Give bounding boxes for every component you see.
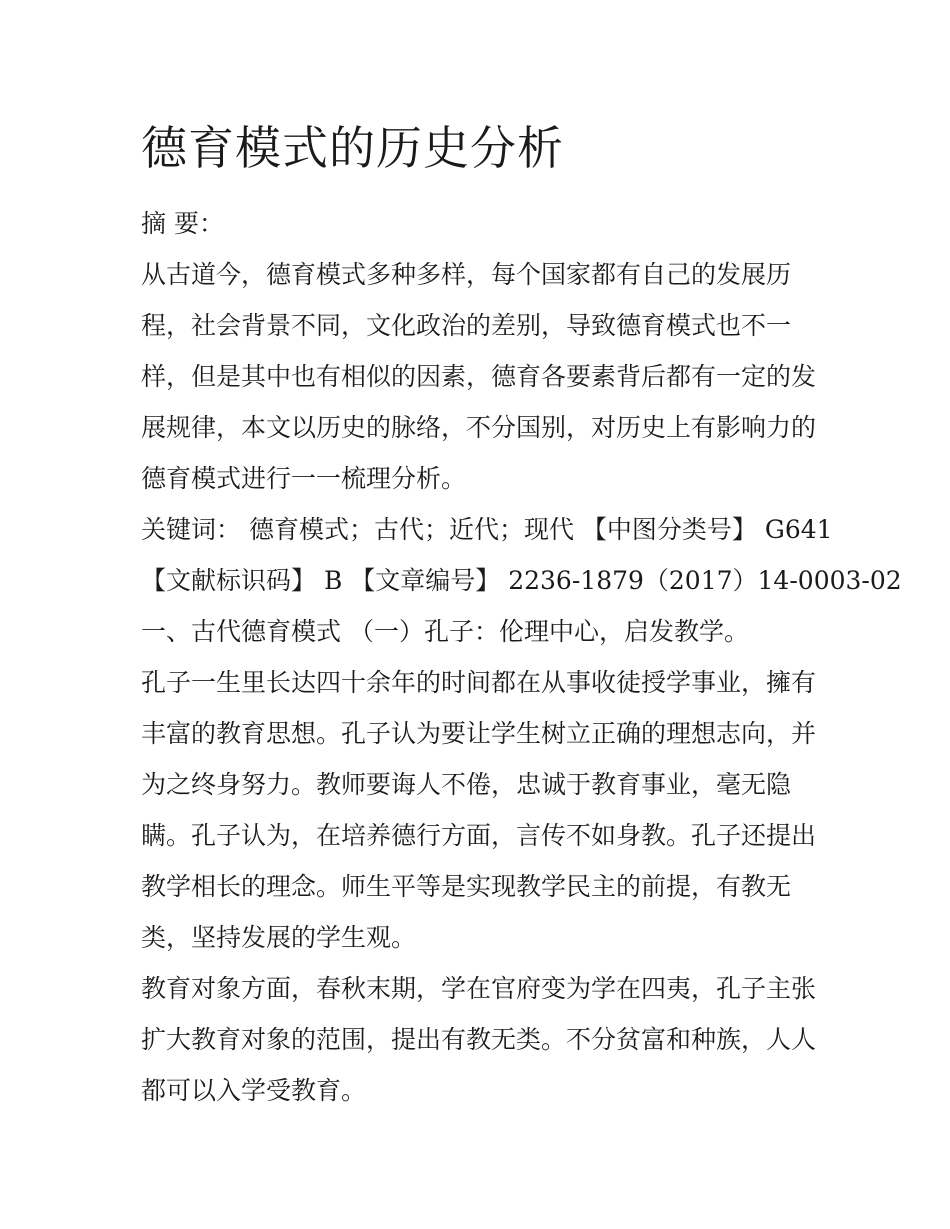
abstract-line: 样，但是其中也有相似的因素，德育各要素背后都有一定的发 xyxy=(141,362,817,391)
body-line: 都可以入学受教育。 xyxy=(141,1076,367,1105)
abstract-line: 程，社会背景不同，文化政治的差别，导致德育模式也不一 xyxy=(141,311,792,340)
abstract-line: 展规律，本文以历史的脉络，不分国别，对历史上有影响力的 xyxy=(141,413,817,442)
body-line: 教学相长的理念。师生平等是实现教学民主的前提，有教无 xyxy=(141,872,792,901)
body-line: 丰富的教育思想。孔子认为要让学生树立正确的理想志向，并 xyxy=(141,719,817,748)
document-page xyxy=(141,112,902,1116)
body-line: 瞒。孔子认为，在培养德行方面，言传不如身教。孔子还提出 xyxy=(141,821,817,850)
body-line: 孔子一生里长达四十余年的时间都在从事收徒授学事业，擁有 xyxy=(141,668,817,697)
body-line: 扩大教育对象的范围，提出有教无类。不分贫富和种族，人人 xyxy=(141,1025,817,1054)
section-heading: 一、古代德育模式 （一）孔子：伦理中心，启发教学。 xyxy=(141,617,749,646)
body-line: 为之终身努力。教师要诲人不倦，忠诚于教育事业，毫无隐 xyxy=(141,770,792,799)
abstract-line: 从古道今，德育模式多种多样，每个国家都有自己的发展历 xyxy=(141,260,792,289)
abstract-heading: 摘 要： xyxy=(141,209,224,238)
abstract-line: 德育模式进行一一梳理分析。 xyxy=(141,464,467,493)
document-codes-line: 【文献标识码】 B 【文章编号】 2236-1879（2017）14-0003-02 xyxy=(141,566,902,595)
body-line: 教育对象方面，春秋末期，学在官府变为学在四夷，孔子主张 xyxy=(141,974,817,1003)
keywords-line: 关键词： 德育模式；古代；近代；现代 【中图分类号】 G641 xyxy=(141,515,833,544)
document-title: 德育模式的历史分析 xyxy=(141,121,564,175)
body-line: 类，坚持发展的学生观。 xyxy=(141,923,417,952)
